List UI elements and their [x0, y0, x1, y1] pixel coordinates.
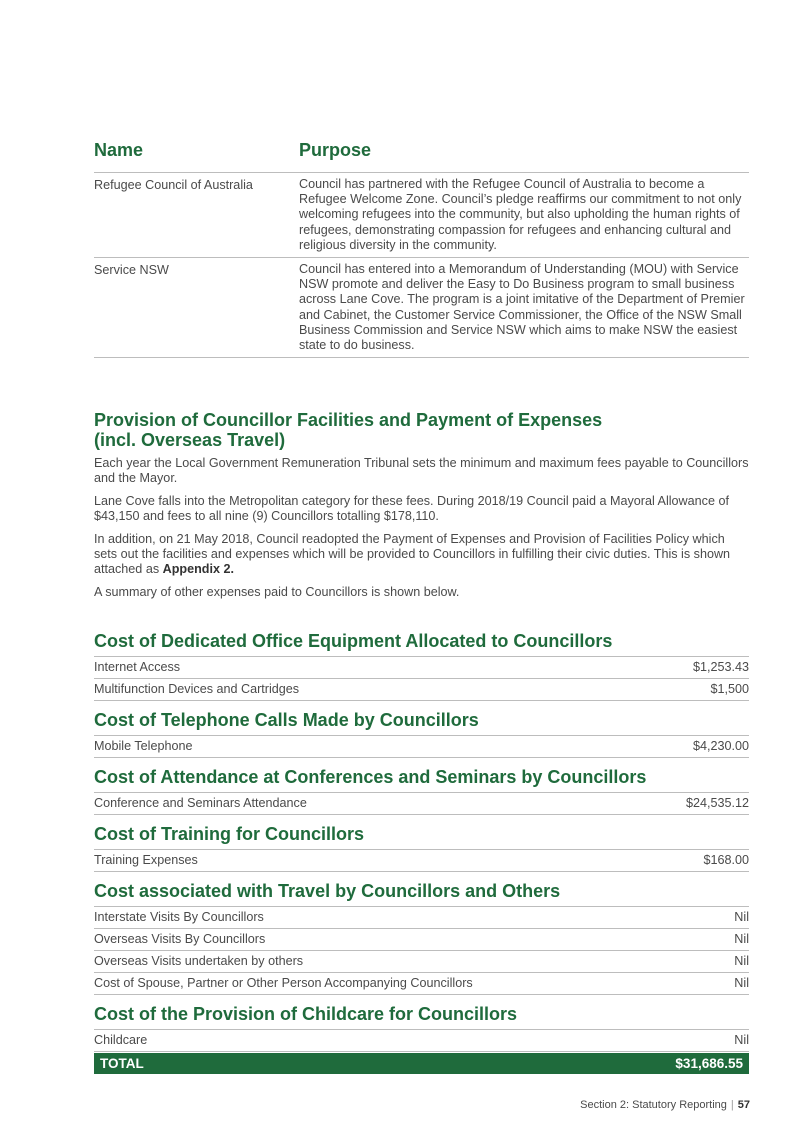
- provision-paragraph-2: Lane Cove falls into the Metropolitan category for these fees. During 2018/19 Council paid a Mayoral Allowance of $43,150 and fees to all nine (9) Councillors totalling $178,110.: [94, 493, 729, 524]
- partner-name: Service NSW: [94, 263, 169, 278]
- provision-paragraph-4: A summary of other expenses paid to Councillors is shown below.: [94, 584, 460, 599]
- cost-value: $1,253.43: [692, 660, 749, 674]
- cost-value: Nil: [734, 1033, 749, 1047]
- partners-table: [94, 136, 749, 358]
- column-header-name: Name: [94, 140, 144, 160]
- cost-label: Childcare: [94, 1033, 148, 1047]
- table-row: [94, 173, 749, 258]
- cost-label: Conference and Seminars Attendance: [94, 796, 307, 810]
- provision-section: [94, 410, 749, 600]
- cost-section-title: Cost of the Provision of Childcare for Councillors: [94, 1001, 749, 1030]
- cost-row: [94, 973, 749, 995]
- cost-row: [94, 1030, 749, 1052]
- cost-label: Overseas Visits By Councillors: [94, 932, 266, 946]
- cost-label: Training Expenses: [94, 853, 198, 867]
- cost-value: Nil: [734, 910, 749, 924]
- cost-value: $1,500: [710, 682, 749, 696]
- cost-section-title: Cost of Training for Councillors: [94, 821, 749, 850]
- provision-heading-line1: Provision of Councillor Facilities and Payment of Expenses: [94, 410, 603, 430]
- column-header-purpose: Purpose: [299, 140, 372, 160]
- cost-label: Mobile Telephone: [94, 739, 193, 753]
- provision-heading: [94, 410, 749, 450]
- partners-table-header: [94, 136, 749, 173]
- cost-section-title: Cost of Dedicated Office Equipment Allocated to Councillors: [94, 628, 749, 657]
- cost-label: Cost of Spouse, Partner or Other Person Accompanying Councillors: [94, 976, 473, 990]
- appendix-reference: Appendix 2.: [162, 562, 234, 577]
- provision-heading-line2: (incl. Overseas Travel): [94, 430, 286, 450]
- provision-paragraph-3-text: In addition, on 21 May 2018, Council readopted the Payment of Expenses and Provision of Facilities Policy which sets out the facilities and expenses which will be provided to Councillors in fulfilling their civic duties. This is shown attached as: [94, 531, 731, 577]
- cost-section-title: Cost of Telephone Calls Made by Councillors: [94, 707, 749, 736]
- partner-name: Refugee Council of Australia: [94, 178, 253, 192]
- footer-separator: |: [730, 1099, 734, 1111]
- cost-value: $168.00: [703, 853, 749, 867]
- cost-label: Internet Access: [94, 660, 181, 674]
- page-footer: [580, 1099, 750, 1111]
- total-value: $31,686.55: [675, 1056, 743, 1071]
- cost-row: [94, 929, 749, 951]
- partner-purpose: Council has partnered with the Refugee Council of Australia to become a Refugee Welcome Zone. Council’s pledge reaffirms our commitment to not only welcoming refugees into the community, but also upholding the human rights of refugees, demonstrating compassion for refugees and enhancing cultural and religious diversity in the community.: [299, 177, 742, 252]
- page-number: 57: [737, 1099, 750, 1111]
- cost-value: Nil: [734, 932, 749, 946]
- cost-section-title: Cost of Attendance at Conferences and Seminars by Councillors: [94, 764, 749, 793]
- cost-sections: [94, 628, 749, 1074]
- cost-row: [94, 907, 749, 929]
- table-row: [94, 258, 749, 358]
- provision-paragraph-3: [94, 532, 749, 578]
- cost-row: [94, 793, 749, 815]
- cost-section-title: Cost associated with Travel by Councillors and Others: [94, 878, 749, 907]
- cost-value: $24,535.12: [685, 796, 749, 810]
- cost-row: [94, 850, 749, 872]
- cost-row: [94, 657, 749, 679]
- footer-section: Section 2: Statutory Reporting: [580, 1099, 727, 1111]
- total-row: [94, 1053, 749, 1074]
- cost-label: Multifunction Devices and Cartridges: [94, 682, 300, 696]
- cost-label: Interstate Visits By Councillors: [94, 910, 264, 924]
- cost-row: [94, 679, 749, 701]
- cost-value: Nil: [734, 954, 749, 968]
- partner-purpose: Council has entered into a Memorandum of Understanding (MOU) with Service NSW promote and deliver the Easy to Do Business program to small business across Lane Cove. The program is a joint imitative of the Department of Premier and Cabinet, the Customer Service Commissioner, the Office of the NSW Small Business Commission and Service NSW which aims to make NSW the easiest state to do business.: [299, 262, 745, 353]
- cost-value: $4,230.00: [692, 739, 749, 753]
- cost-label: Overseas Visits undertaken by others: [94, 954, 304, 968]
- cost-row: [94, 736, 749, 758]
- provision-paragraph-1: Each year the Local Government Remuneration Tribunal sets the minimum and maximum fees payable to Councillors and the Mayor.: [94, 456, 749, 486]
- cost-row: [94, 951, 749, 973]
- cost-value: Nil: [734, 976, 749, 990]
- total-label: TOTAL: [100, 1056, 144, 1071]
